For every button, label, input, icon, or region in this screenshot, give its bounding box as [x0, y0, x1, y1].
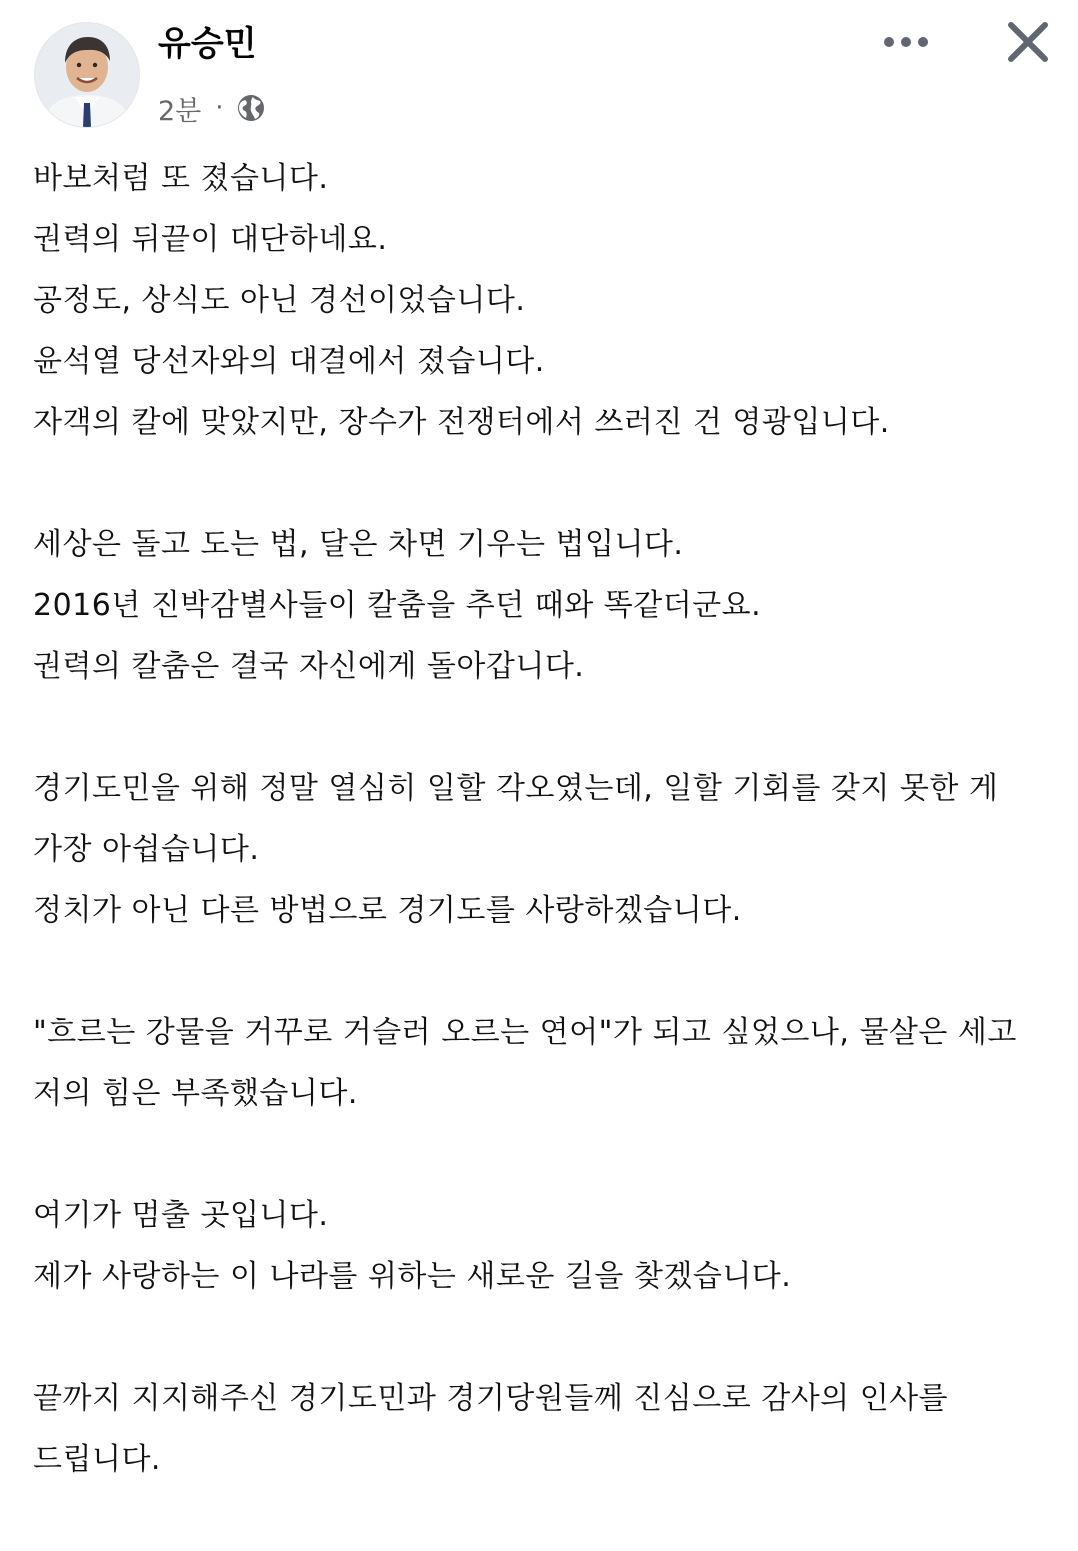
- post-line: 저의 힘은 부족했습니다.: [33, 1076, 358, 1111]
- post-line: 권력의 칼춤은 결국 자신에게 돌아갑니다.: [33, 649, 585, 684]
- post-line: 여기가 멈출 곳입니다.: [33, 1198, 329, 1233]
- post-line: 윤석열 당선자와의 대결에서 졌습니다.: [33, 344, 545, 379]
- post-line: 경기도민을 위해 정말 열심히 일할 각오였는데, 일할 기회를 갖지 못한 게: [33, 771, 999, 806]
- close-button[interactable]: [996, 14, 1060, 74]
- post-paragraph: [33, 1002, 1043, 1124]
- post-paragraph: [33, 148, 1043, 453]
- author-name[interactable]: 유승민: [158, 24, 257, 64]
- author-avatar[interactable]: [34, 22, 140, 128]
- post-line: 2016년 진박감별사들이 칼춤을 추던 때와 똑같더군요.: [33, 588, 762, 623]
- post-line: 바보처럼 또 졌습니다.: [33, 161, 329, 196]
- post-paragraph: [33, 1368, 1043, 1490]
- post-line: "흐르는 강물을 거꾸로 거슬러 오르는 연어"가 되고 싶었으나, 물살은 세고: [33, 1015, 1017, 1050]
- post-meta: [158, 86, 266, 130]
- post-paragraph: [33, 1185, 1043, 1307]
- post-time[interactable]: 2분: [158, 95, 202, 127]
- post-line: 자객의 칼에 맞았지만, 장수가 전쟁터에서 쓰러진 건 영광입니다.: [33, 405, 890, 440]
- post-paragraph: [33, 514, 1043, 697]
- more-horizontal-icon: [883, 33, 929, 52]
- post-line: 끝까지 지지해주신 경기도민과 경기당원들께 진심으로 감사의 인사를: [33, 1381, 949, 1416]
- meta-separator: ·: [215, 93, 224, 123]
- post-line: 세상은 돌고 도는 법, 달은 차면 기우는 법입니다.: [33, 527, 684, 562]
- post-line: 정치가 아닌 다른 방법으로 경기도를 사랑하겠습니다.: [33, 893, 742, 928]
- post-text: [33, 148, 1043, 1551]
- close-icon: [1006, 20, 1050, 68]
- more-options-button[interactable]: [876, 18, 936, 66]
- post-line: 드립니다.: [33, 1442, 161, 1477]
- post-paragraph: [33, 758, 1043, 941]
- post-line: 권력의 뒤끝이 대단하네요.: [33, 222, 388, 257]
- avatar-photo: [35, 23, 139, 127]
- post-line: 가장 아쉽습니다.: [33, 832, 260, 867]
- post-header: [0, 0, 1078, 140]
- post-line: 공정도, 상식도 아닌 경선이었습니다.: [33, 283, 526, 318]
- globe-icon[interactable]: [236, 93, 266, 123]
- post-line: 제가 사랑하는 이 나라를 위하는 새로운 길을 찾겠습니다.: [33, 1259, 792, 1294]
